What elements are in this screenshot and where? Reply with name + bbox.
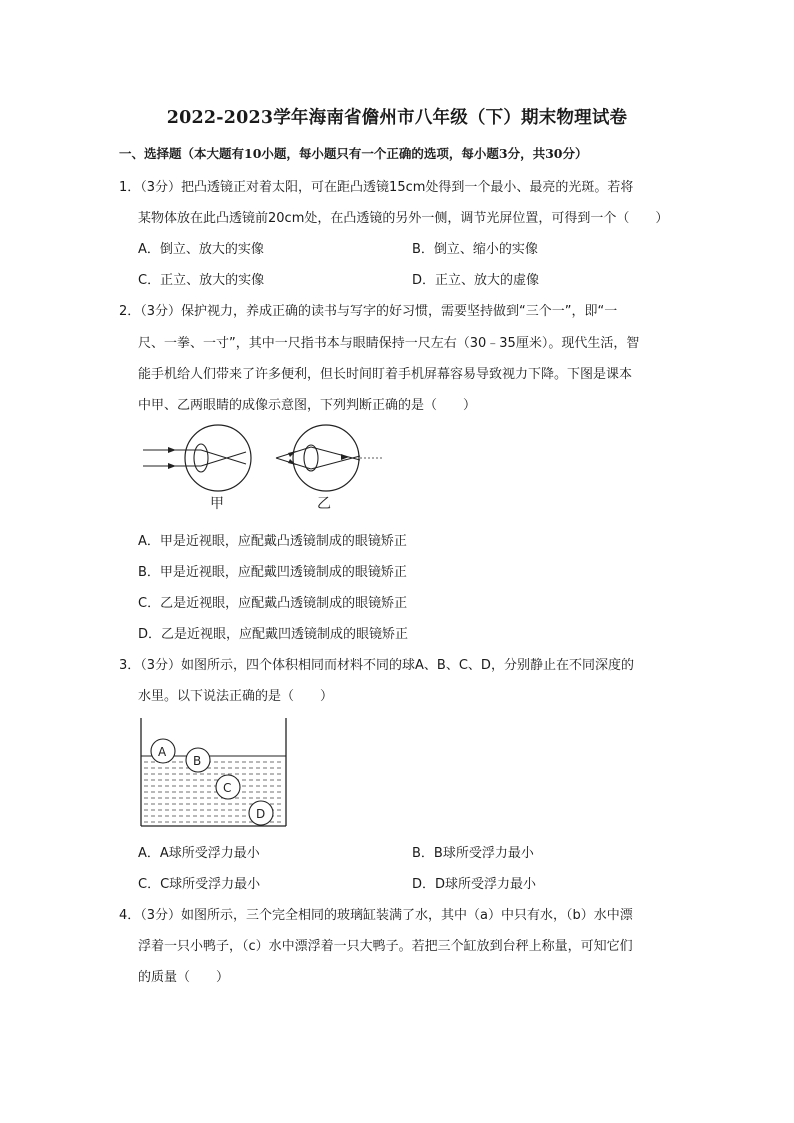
ball-d [249, 801, 273, 825]
question-2-option-a: A．甲是近视眼，应配戴凸透镜制成的眼镜矫正 [138, 534, 407, 549]
page-title: 2022-2023学年海南省儋州市八年级（下）期末物理试卷 [166, 108, 628, 128]
question-1-option-d: D．正立、放大的虚像 [412, 273, 540, 288]
question-2-line-2: 尺、一拳、一寸”，其中一尺指书本与眼睛保持一尺左右（30﹣35厘米）。现代生活，智 [138, 336, 640, 351]
question-2-line-4: 中甲、乙两眼睛的成像示意图，下列判断正确的是（ ） [138, 398, 477, 413]
ball-a [151, 739, 175, 763]
question-2-option-d: D．乙是近视眼，应配戴凹透镜制成的眼镜矫正 [138, 627, 409, 642]
svg-text:B: B [193, 754, 202, 768]
eye-jia-diagram [143, 425, 251, 491]
section-header: 一、选择题（本大题有10小题，每小题只有一个正确的选项，每小题3分，共30分） [119, 146, 588, 161]
svg-text:D: D [256, 807, 266, 821]
question-4-line-3: 的质量（ ） [138, 970, 230, 985]
question-2-option-b: B．甲是近视眼，应配戴凹透镜制成的眼镜矫正 [138, 565, 407, 580]
question-3-option-a: A．A球所受浮力最小 [138, 846, 260, 861]
question-2-option-c: C．乙是近视眼，应配戴凸透镜制成的眼镜矫正 [138, 596, 408, 611]
question-3-option-d: D．D球所受浮力最小 [412, 877, 537, 892]
question-3-line-2: 水里。以下说法正确的是（ ） [138, 689, 334, 704]
question-2-line-1: 2．（3分）保护视力，养成正确的读书与写字的好习惯，需要坚持做到“三个一”，即“一 [119, 304, 618, 319]
eye-diagram-figure [138, 420, 398, 515]
question-1-line-1: 1．（3分）把凸透镜正对着太阳，可在距凸透镜15cm处得到一个最小、最亮的光斑。若将 [119, 180, 634, 195]
question-3-option-c: C．C球所受浮力最小 [138, 877, 261, 892]
question-1-option-c: C．正立、放大的实像 [138, 273, 265, 288]
question-4-line-1: 4．（3分）如图所示，三个完全相同的玻璃缸装满了水，其中（a）中只有水，（b）水中漂 [119, 908, 633, 923]
figure-label-jia: 甲 [210, 496, 224, 512]
question-3-option-b: B．B球所受浮力最小 [412, 846, 534, 861]
question-3-line-1: 3．（3分）如图所示，四个体积相同而材料不同的球A、B、C、D，分别静止在不同深度的 [119, 658, 634, 673]
svg-text:C: C [223, 781, 232, 795]
question-1-option-a: A．倒立、放大的实像 [138, 242, 264, 257]
ball-b [186, 748, 210, 772]
question-2-line-3: 能手机给人们带来了许多便利，但长时间盯着手机屏幕容易导致视力下降。下图是课本 [138, 367, 633, 382]
ball-c [216, 775, 240, 799]
question-4-line-2: 浮着一只小鸭子，（c）水中漂浮着一只大鸭子。若把三个缸放到台秤上称量，可知它们 [138, 939, 633, 954]
svg-text:A: A [158, 745, 167, 759]
figure-label-yi: 乙 [317, 496, 331, 512]
eye-yi-diagram [276, 425, 384, 491]
floating-balls-figure [138, 716, 293, 832]
question-1-option-b: B．倒立、缩小的实像 [412, 242, 538, 257]
question-1-line-2: 某物体放在此凸透镜前20cm处，在凸透镜的另外一侧，调节光屏位置，可得到一个（ ） [138, 211, 669, 226]
